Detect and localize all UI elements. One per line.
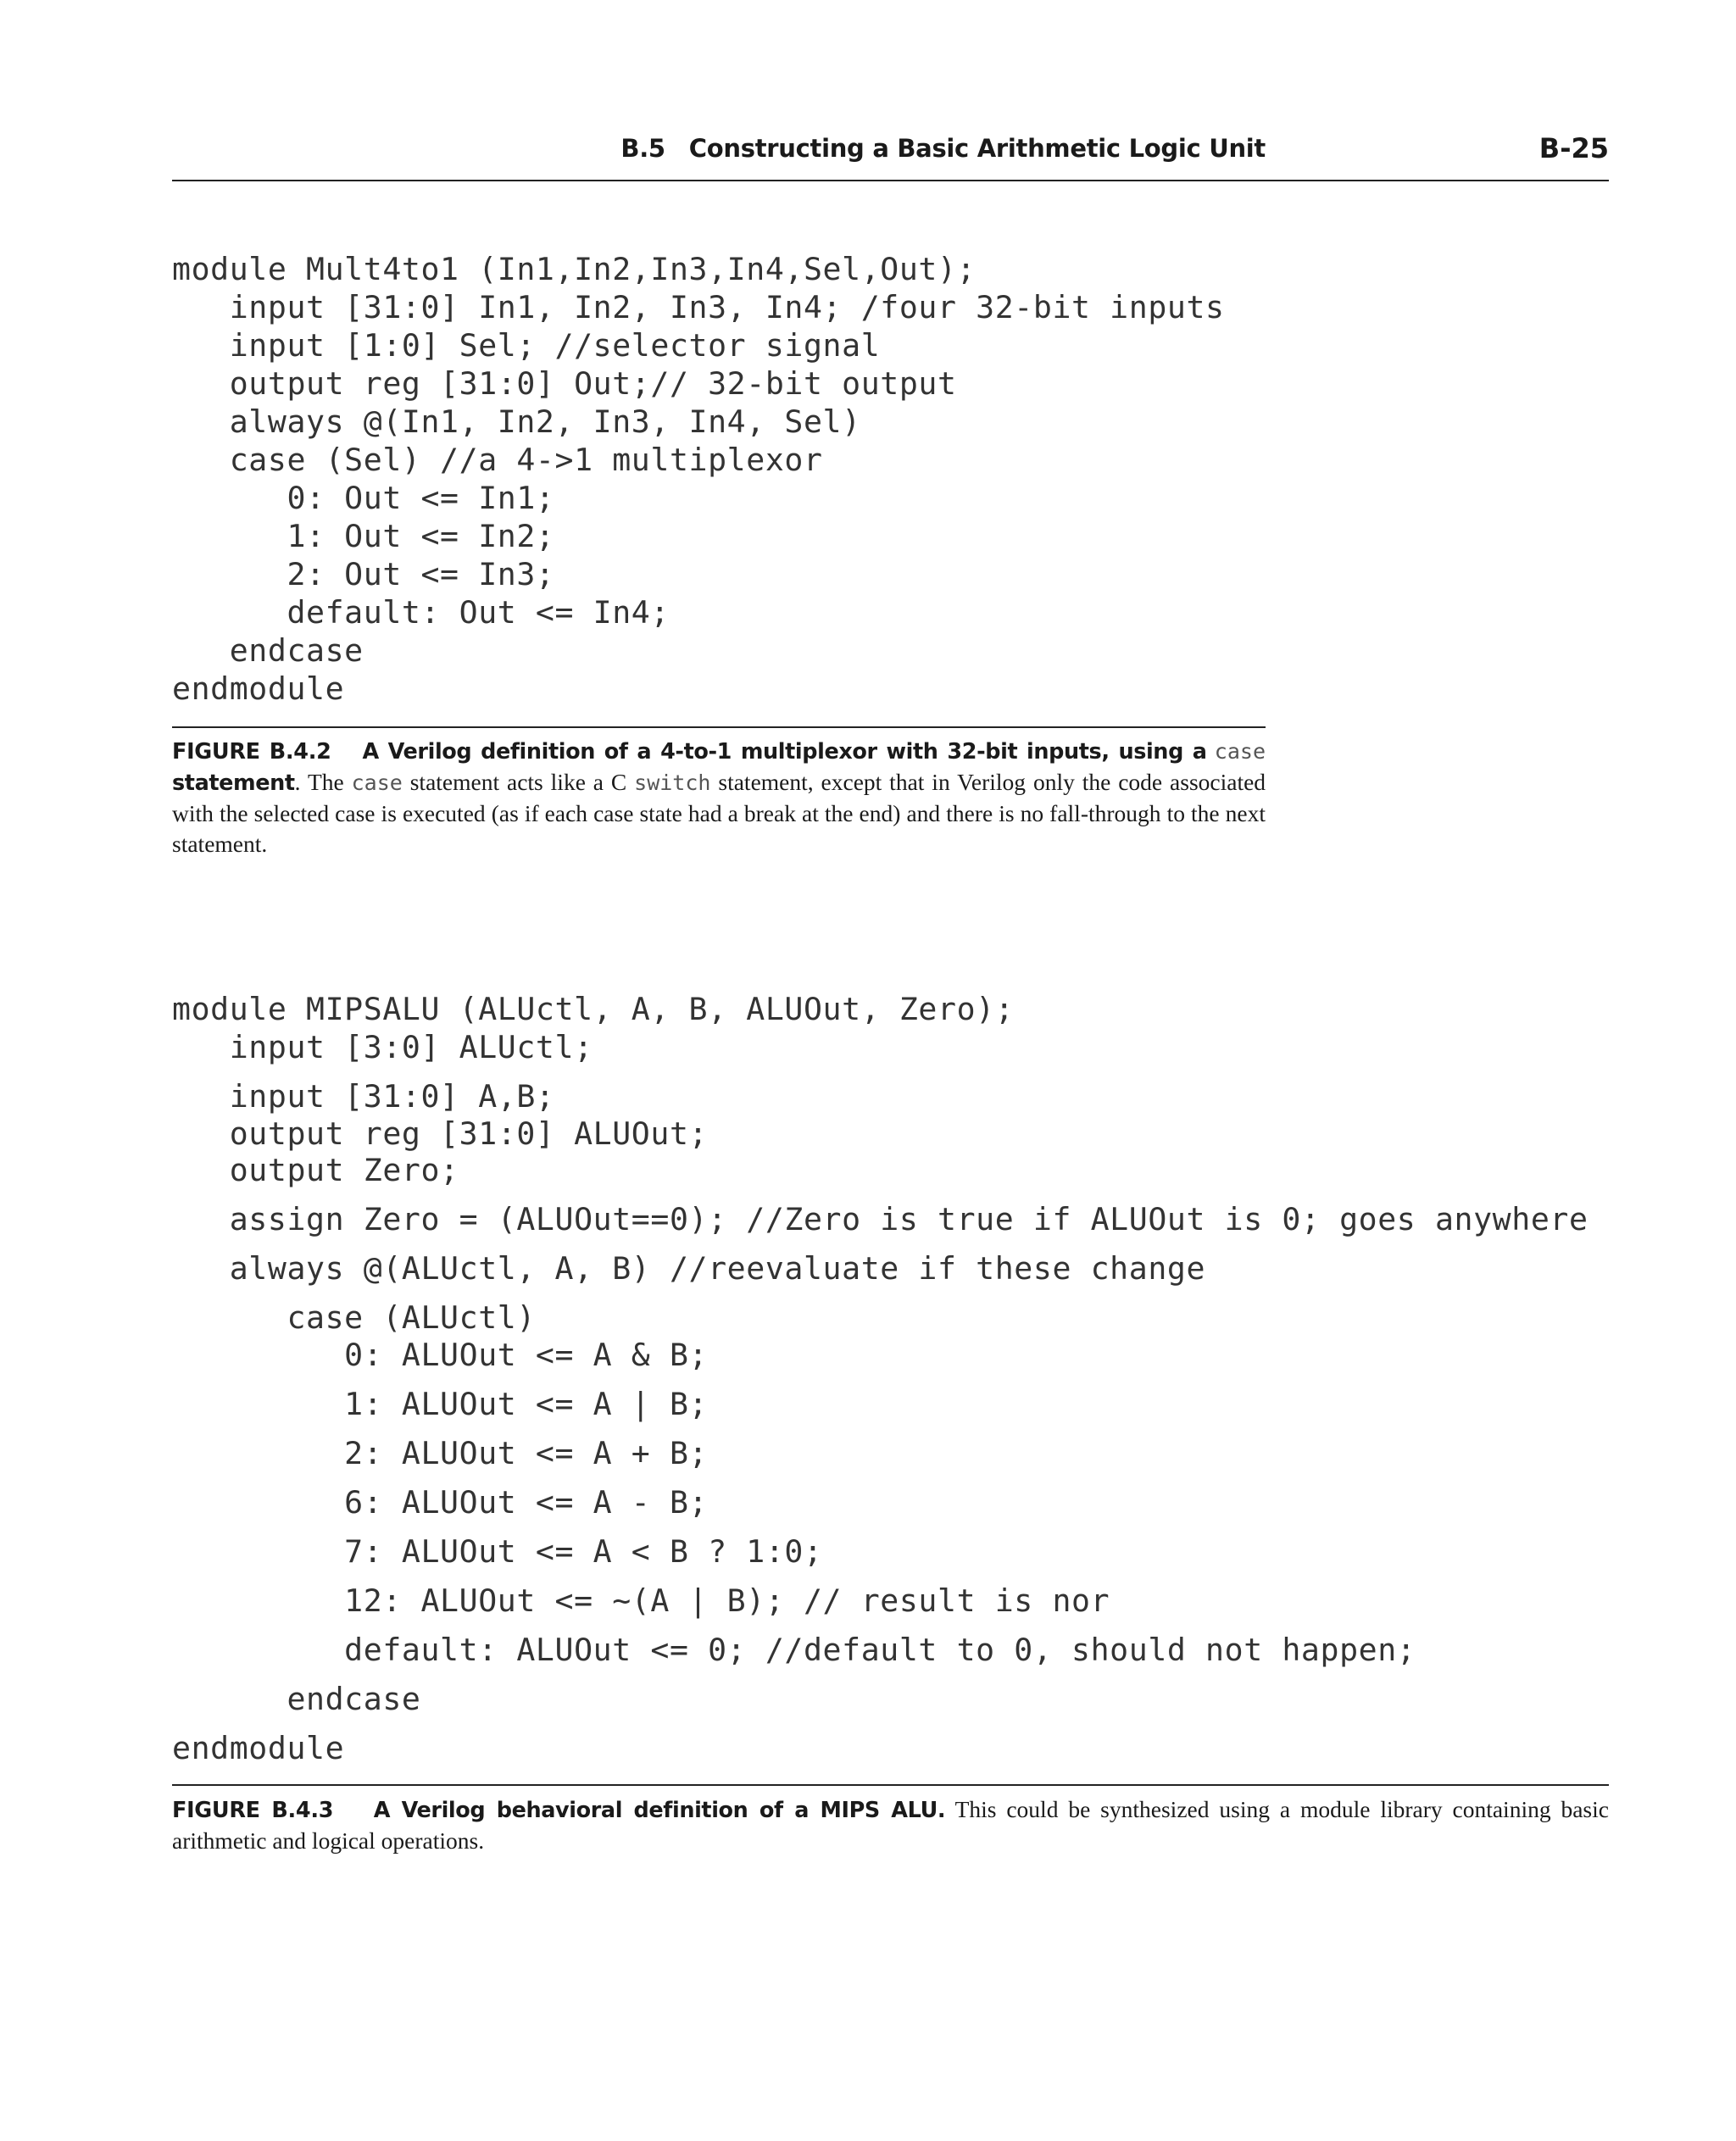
code-line: 0: Out <= In1; (172, 480, 555, 516)
code-line: always @(ALUctl, A, B) //reevaluate if these change (172, 1250, 1206, 1287)
caption-text: . The (294, 769, 344, 795)
code-line: 1: Out <= In2; (172, 518, 555, 554)
code-line: 2: ALUOut <= A + B; (172, 1435, 709, 1471)
code-line: output reg [31:0] ALUOut; (172, 1115, 709, 1152)
figure-title: A Verilog definition of a 4-to-1 multiplexor with 32-bit inputs, using a (362, 739, 1207, 765)
code-line: endcase (172, 632, 364, 669)
code-line: 2: Out <= In3; (172, 556, 555, 592)
code-line: 12: ALUOut <= ~(A | B); // result is nor (172, 1582, 1110, 1619)
code-line: endmodule (172, 670, 345, 707)
code-line: case (Sel) //a 4->1 multiplexor (172, 442, 823, 478)
code-term: case (1214, 739, 1266, 764)
caption-text: statement acts like a C (409, 769, 627, 795)
caption-text: statement, except that in Verilog only the code associated with the selected case is executed (as if each case state had a break at the end) and there is no fall-through to the next statement. (172, 769, 1266, 857)
running-head (172, 129, 1609, 181)
code-line: output reg [31:0] Out;// 32-bit output (172, 365, 957, 402)
code-line: 1: ALUOut <= A | B; (172, 1386, 709, 1422)
code-line: module MIPSALU (ALUctl, A, B, ALUOut, Zero); (172, 991, 1015, 1027)
figure-label: FIGURE B.4.3 (172, 1798, 334, 1823)
code-line: always @(In1, In2, In3, In4, Sel) (172, 403, 861, 440)
figure-b42-rule (172, 726, 1266, 728)
code-line: input [31:0] A,B; (172, 1078, 555, 1115)
code-line: input [1:0] Sel; //selector signal (172, 327, 881, 364)
code-line: assign Zero = (ALUOut==0); //Zero is true if ALUOut is 0; goes anywhere (172, 1201, 1589, 1237)
section-heading (620, 134, 1266, 163)
figure-b42-caption (172, 736, 1266, 859)
caption-text: This could be synthesized using a module library containing basic arithmetic and logical operations. (172, 1796, 1609, 1854)
figure-title-end: statement (172, 770, 295, 796)
code-line: module Mult4to1 (In1,In2,In3,In4,Sel,Out); (172, 251, 976, 287)
code-line: 6: ALUOut <= A - B; (172, 1484, 709, 1521)
code-line: 7: ALUOut <= A < B ? 1:0; (172, 1533, 823, 1570)
code-term: switch (634, 770, 711, 795)
page-number: B-25 (1538, 132, 1609, 164)
code-line: default: ALUOut <= 0; //default to 0, should not happen; (172, 1632, 1416, 1668)
code-line: 0: ALUOut <= A & B; (172, 1337, 709, 1373)
code-line: output Zero; (172, 1152, 459, 1188)
section-title: Constructing a Basic Arithmetic Logic Unit (688, 134, 1266, 163)
code-line: case (ALUctl) (172, 1299, 536, 1336)
figure-title: A Verilog behavioral definition of a MIPS ALU. (373, 1798, 946, 1823)
code-line: endmodule (172, 1730, 345, 1766)
figure-label: FIGURE B.4.2 (172, 739, 331, 765)
figure-b43-caption (172, 1794, 1609, 1856)
code-term: case (351, 770, 403, 795)
code-line: input [3:0] ALUctl; (172, 1029, 593, 1065)
code-line: endcase (172, 1681, 421, 1717)
code-line: default: Out <= In4; (172, 594, 670, 631)
code-line: input [31:0] In1, In2, In3, In4; /four 32-bit inputs (172, 289, 1225, 325)
section-number: B.5 (620, 134, 665, 163)
figure-b43-rule (172, 1784, 1609, 1786)
